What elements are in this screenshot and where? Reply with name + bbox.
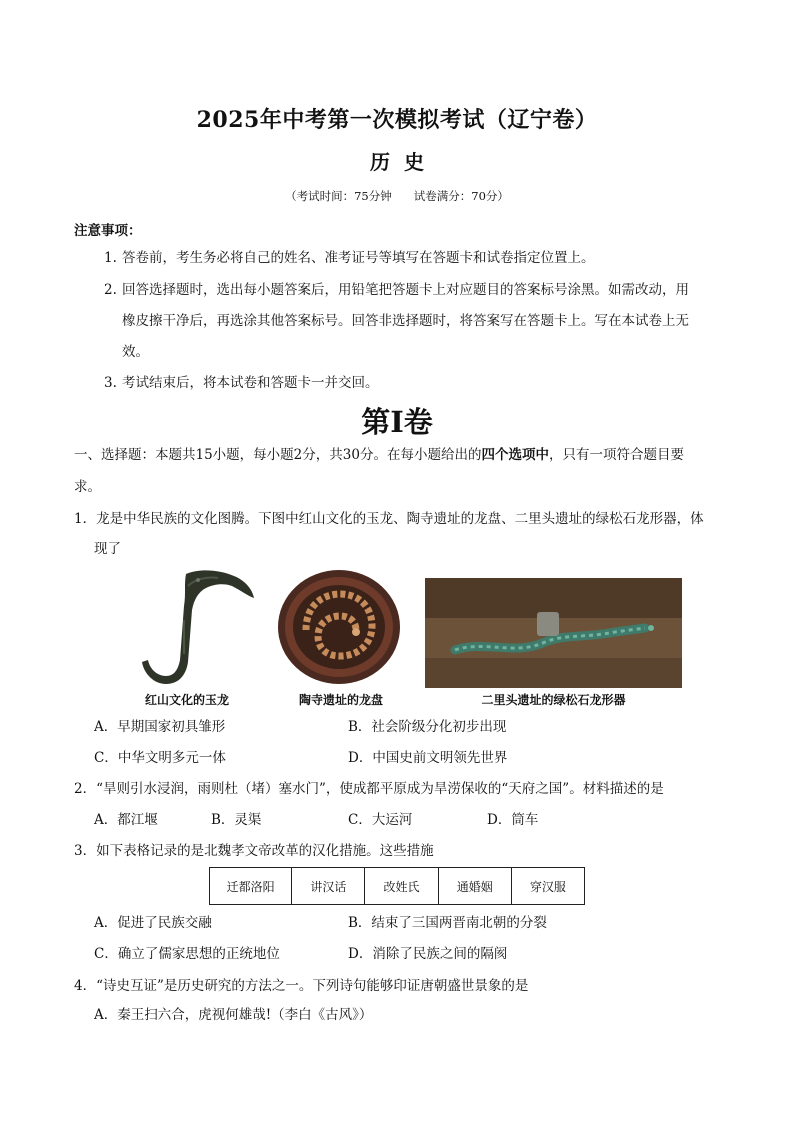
exam-title: 2025年中考第一次模拟考试（辽宁卷） <box>196 107 598 133</box>
note-line: 橡皮擦干净后，再选涂其他答案标号。回答非选择题时，将答案写在答题卡上。写在本试卷上无 <box>122 313 689 329</box>
table-cell: 迁都洛阳 <box>210 868 292 905</box>
section-instructions-cont: 求。 <box>74 479 101 495</box>
option-b[interactable]: B．灵渠 <box>211 812 262 828</box>
caption-turquoise-dragon: 二里头遗址的绿松石龙形器 <box>481 693 626 707</box>
question-1-stem: 1．龙是中华民族的文化图腾。下图中红山文化的玉龙、陶寺遗址的龙盘、二里头遗址的绿松石龙形器，体 <box>74 511 704 527</box>
question-4-stem: 4．“诗史互证”是历史研究的方法之一。下列诗句能够印证唐朝盛世景象的是 <box>74 978 529 994</box>
option-a[interactable]: A．都江堰 <box>94 812 158 828</box>
volume-heading: 第Ⅰ卷 <box>361 405 433 439</box>
exam-time: （考试时间：75分钟 <box>285 189 392 203</box>
option-a[interactable]: A．早期国家初具雏形 <box>94 719 226 735</box>
option-d[interactable]: D．中国史前文明领先世界 <box>348 750 508 766</box>
option-b[interactable]: B．社会阶级分化初步出现 <box>348 719 507 735</box>
turquoise-dragon-image <box>425 578 682 688</box>
table-cell: 改姓氏 <box>365 868 438 905</box>
option-d[interactable]: D．筒车 <box>487 812 539 828</box>
option-a[interactable]: A．秦王扫六合，虎视何雄哉!（李白《古风》） <box>94 1007 373 1023</box>
option-a[interactable]: A．促进了民族交融 <box>94 915 212 931</box>
question-1-stem-cont: 现了 <box>94 541 121 557</box>
full-score: 试卷满分：70分） <box>413 189 509 203</box>
option-c[interactable]: C．中华文明多元一体 <box>94 750 226 766</box>
notes-heading: 注意事项： <box>74 223 142 239</box>
table-cell: 通婚姻 <box>438 868 511 905</box>
note-line: 效。 <box>122 344 149 360</box>
question-2-stem: 2．“旱则引水浸润，雨则杜（堵）塞水门”，使成都平原成为旱涝保收的“天府之国”。材料描述的是 <box>74 781 664 797</box>
caption-dragon-plate: 陶寺遗址的龙盘 <box>298 693 383 707</box>
jade-dragon-image <box>128 566 258 688</box>
table-cell: 讲汉话 <box>292 868 365 905</box>
question-3-stem: 3．如下表格记录的是北魏孝文帝改革的汉化措施。这些措施 <box>74 843 434 859</box>
option-c[interactable]: C．大运河 <box>348 812 413 828</box>
exam-info <box>0 188 794 204</box>
subject-title: 历史 <box>370 150 438 174</box>
table-cell: 穿汉服 <box>511 868 584 905</box>
note-item: 3. 考试结束后，将本试卷和答题卡一并交回。 <box>104 375 379 391</box>
option-b[interactable]: B．结束了三国两晋南北朝的分裂 <box>348 915 547 931</box>
option-d[interactable]: D．消除了民族之间的隔阂 <box>348 946 508 962</box>
reform-measures-table <box>209 867 585 905</box>
caption-jade-dragon: 红山文化的玉龙 <box>144 693 229 707</box>
note-item: 2. 回答选择题时，选出每小题答案后，用铅笔把答题卡上对应题目的答案标号涂黑。如需改动，用 <box>104 282 689 298</box>
dragon-plate-image <box>276 568 402 686</box>
table-row <box>210 868 585 905</box>
note-item: 1. 答卷前，考生务必将自己的姓名、准考证号等填写在答题卡和试卷指定位置上。 <box>104 250 595 266</box>
section-instructions: 一、选择题：本题共15小题，每小题2分，共30分。在每小题给出的四个选项中，只有一项符合题目要 <box>74 447 684 463</box>
option-c[interactable]: C．确立了儒家思想的正统地位 <box>94 946 280 962</box>
